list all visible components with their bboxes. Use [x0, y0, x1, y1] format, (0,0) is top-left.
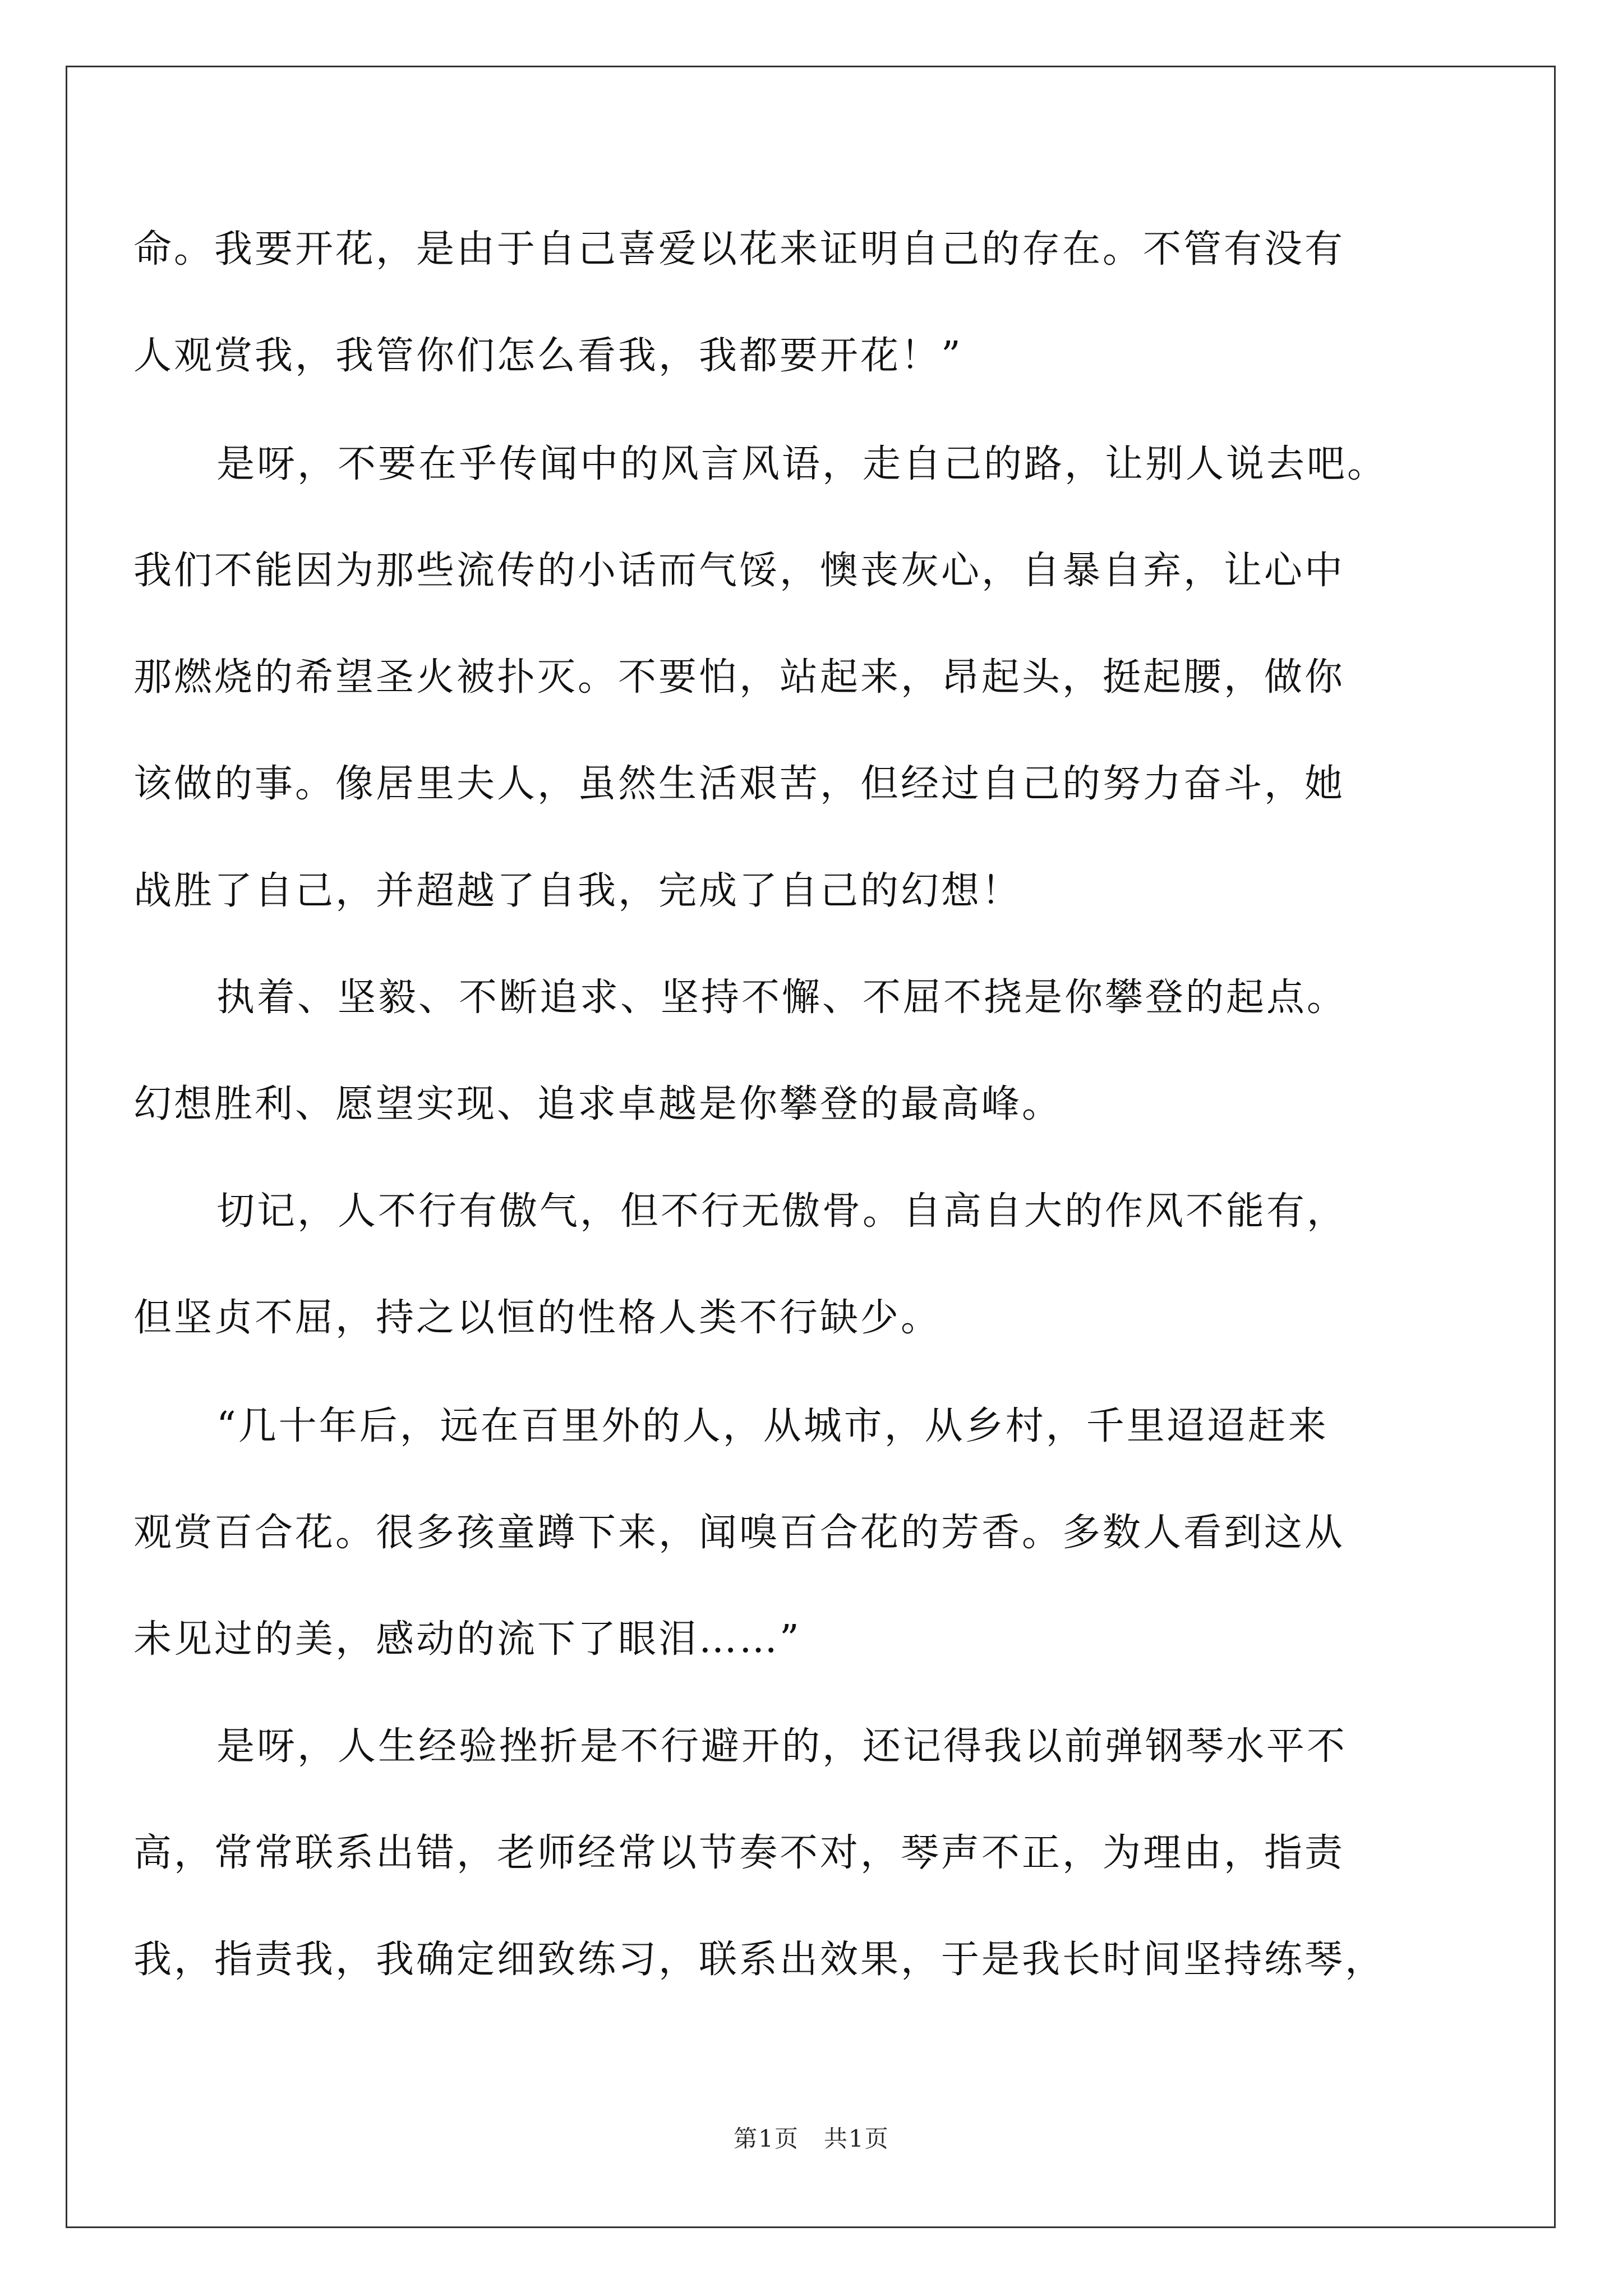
- text-line: 但坚贞不屈，持之以恒的性格人类不行缺少。: [133, 1296, 942, 1340]
- text-line: 命。我要开花，是由于自己喜爱以花来证明自己的存在。不管有没有: [133, 227, 1345, 272]
- paragraph-start-line: “几十年后，远在百里外的人，从城市，从乡村，千里迢迢赶来: [216, 1404, 1329, 1448]
- text-line: 幻想胜利、愿望实现、追求卓越是你攀登的最高峰。: [133, 1082, 1063, 1126]
- text-line: 战胜了自己，并超越了自我，完成了自己的幻想！: [133, 869, 1022, 913]
- text-line: 人观赏我，我管你们怎么看我，我都要开花！”: [133, 334, 963, 378]
- page-number-footer: 第1页 共1页: [734, 2125, 889, 2152]
- text-line: 未见过的美，感动的流下了眼泪……”: [133, 1617, 801, 1662]
- paragraph-start-line: 执着、坚毅、不断追求、坚持不懈、不屈不挠是你攀登的起点。: [216, 976, 1348, 1020]
- page-border: [66, 66, 1556, 2228]
- text-line: 那燃烧的希望圣火被扑灭。不要怕，站起来，昂起头，挺起腰，做你: [133, 655, 1345, 700]
- paragraph-start-line: 是呀，不要在乎传闻中的风言风语，走自己的路，让别人说去吧。: [216, 442, 1388, 486]
- text-line: 观赏百合花。很多孩童蹲下来，闻嗅百合花的芳香。多数人看到这从: [133, 1511, 1345, 1555]
- paragraph-start-line: 切记，人不行有傲气，但不行无傲骨。自高自大的作风不能有，: [216, 1189, 1348, 1234]
- text-line: 高，常常联系出错，老师经常以节奏不对，琴声不正，为理由，指责: [133, 1831, 1345, 1875]
- text-line: 该做的事。像居里夫人，虽然生活艰苦，但经过自己的努力奋斗，她: [133, 762, 1345, 806]
- text-line: 我，指责我，我确定细致练习，联系出效果，于是我长时间坚持练琴，: [133, 1938, 1386, 1982]
- paragraph-start-line: 是呀，人生经验挫折是不行避开的，还记得我以前弹钢琴水平不: [216, 1724, 1348, 1769]
- text-line: 我们不能因为那些流传的小话而气馁，懊丧灰心，自暴自弃，让心中: [133, 549, 1345, 593]
